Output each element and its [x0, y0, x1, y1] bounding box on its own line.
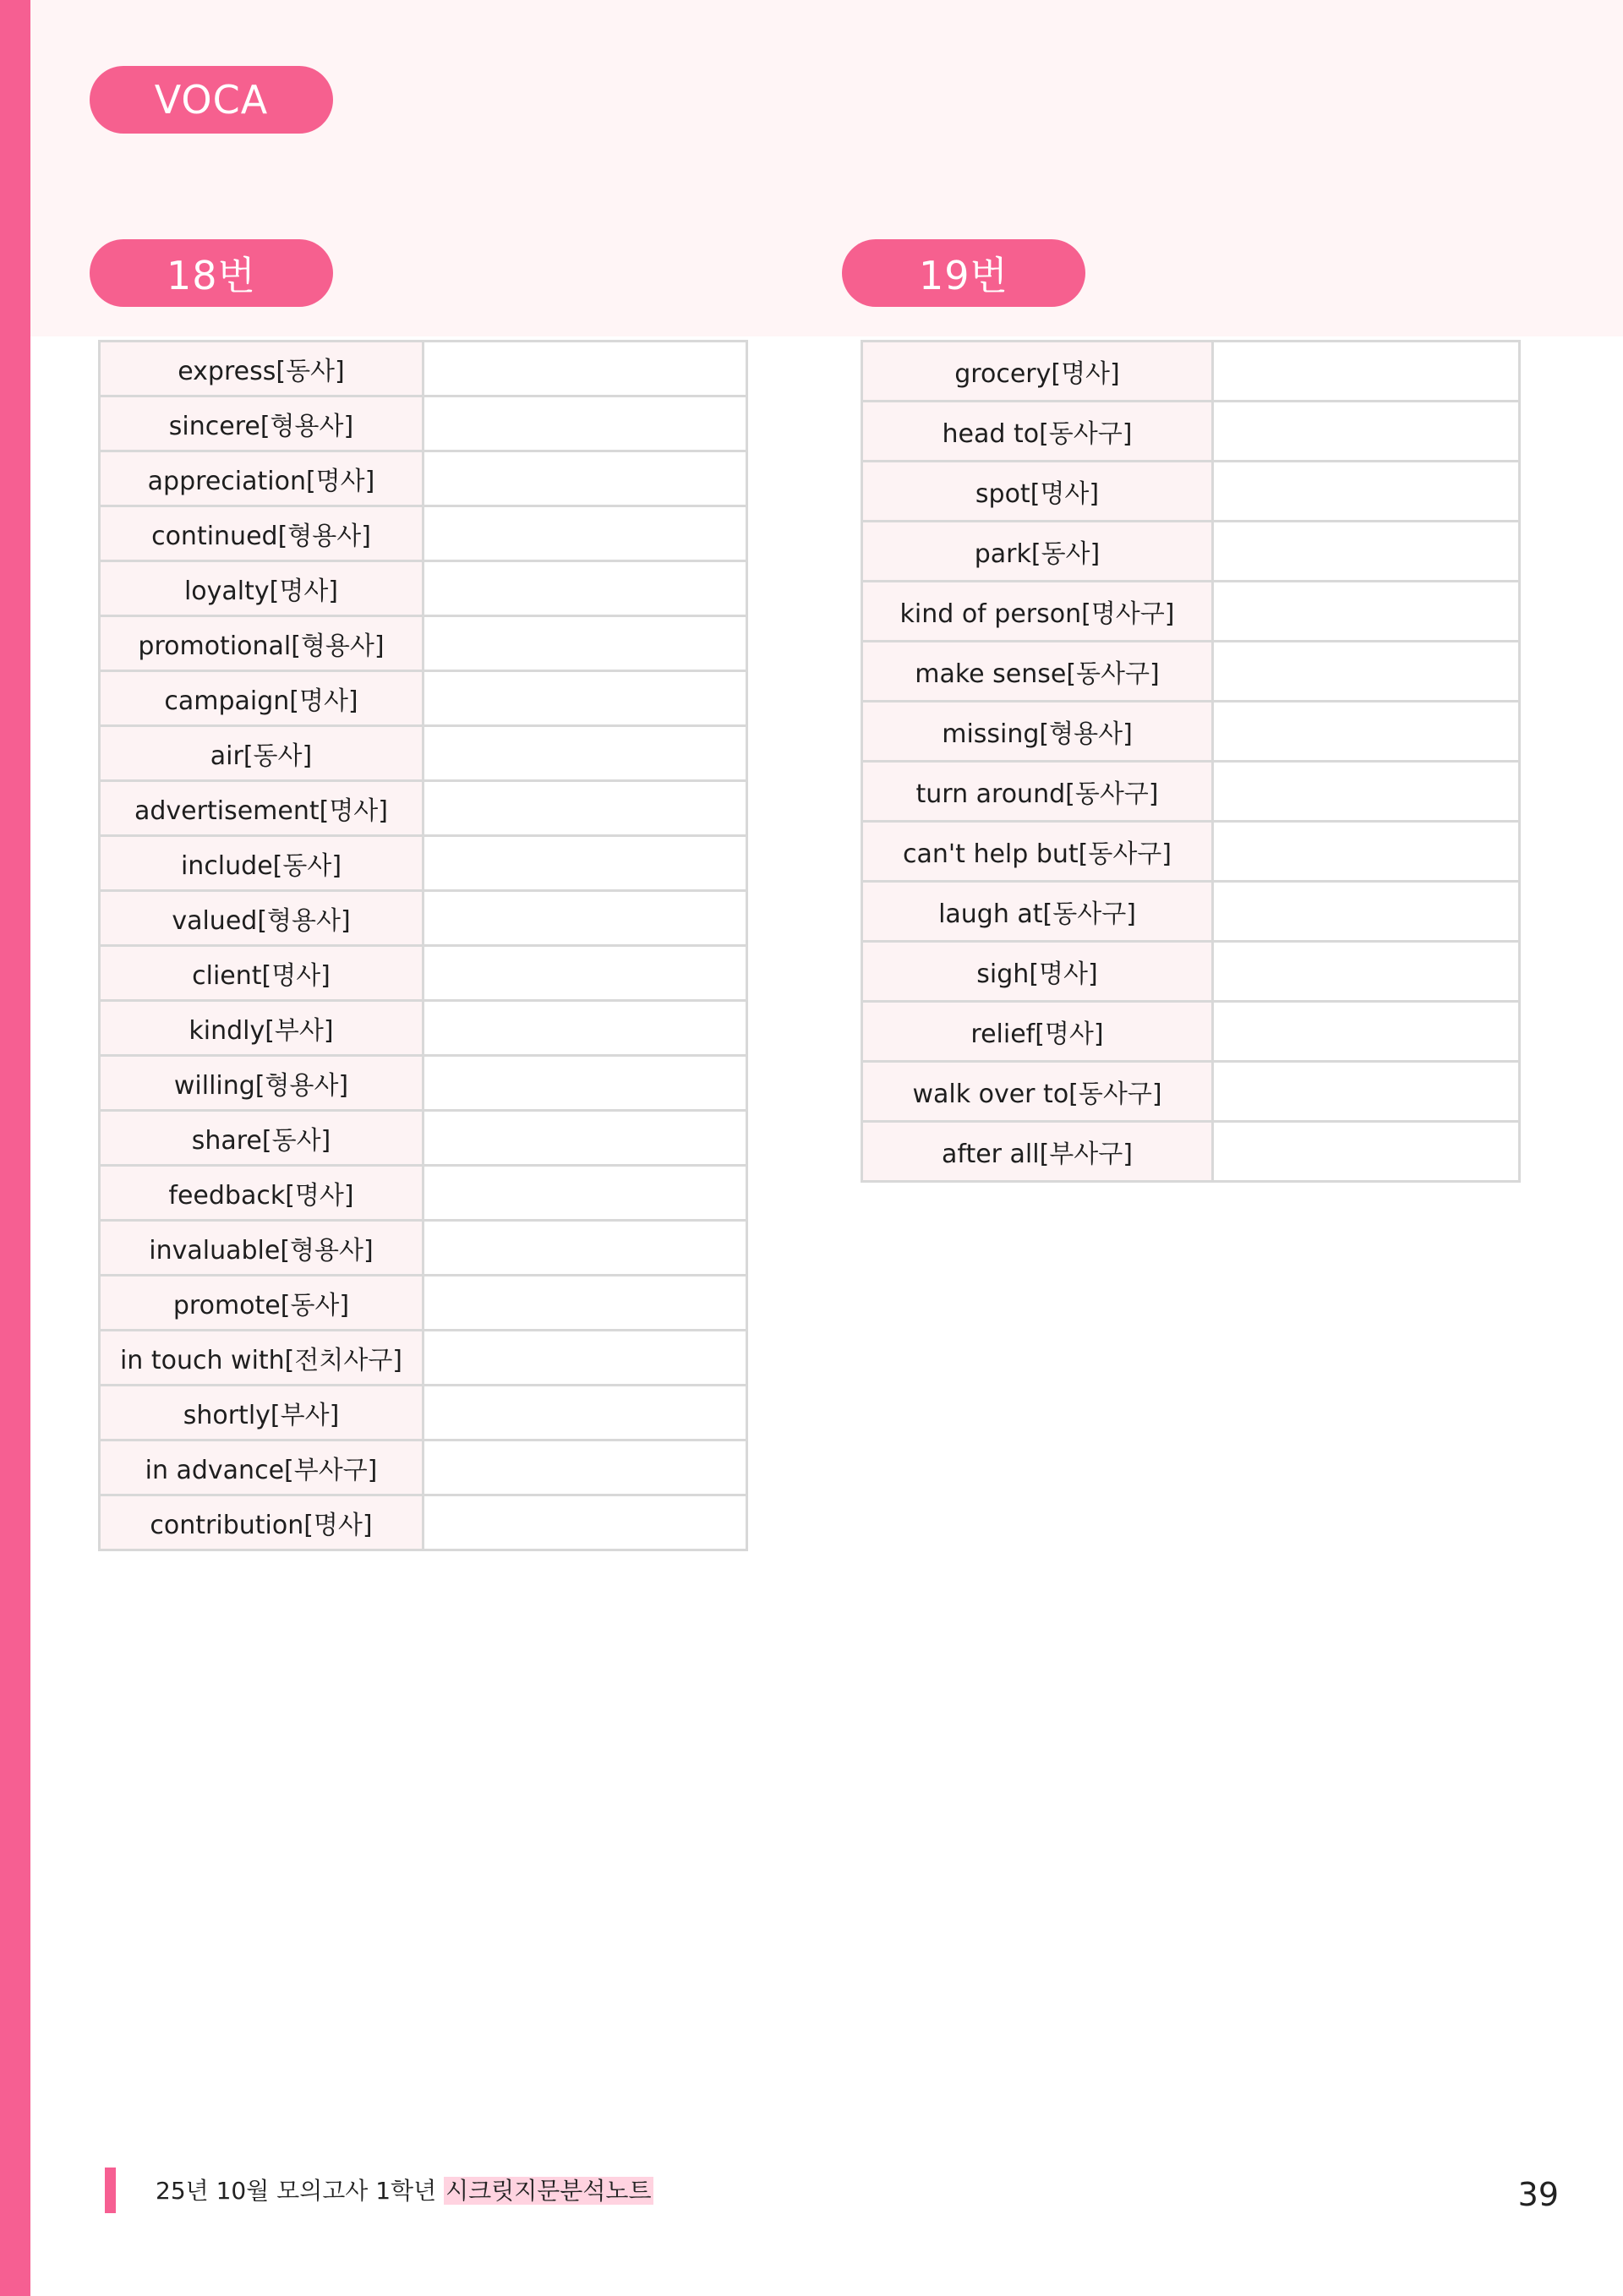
vocab-row — [100, 1440, 747, 1495]
vocab-row — [100, 1331, 747, 1386]
vocab-answer-cell[interactable] — [424, 396, 747, 451]
vocab-answer-cell[interactable] — [1213, 882, 1520, 942]
vocab-answer-cell[interactable] — [424, 946, 747, 1001]
vocab-row — [862, 1122, 1520, 1182]
vocab-row — [100, 1495, 747, 1550]
vocab-word: advertisement[명사] — [100, 781, 424, 836]
vocab-word: sigh[명사] — [862, 942, 1213, 1002]
vocab-word: invaluable[형용사] — [100, 1221, 424, 1276]
vocab-answer-cell[interactable] — [424, 1221, 747, 1276]
footer-text: 25년 10월 모의고사 1학년 — [156, 2177, 445, 2205]
vocab-word: client[명사] — [100, 946, 424, 1001]
vocab-answer-cell[interactable] — [1213, 942, 1520, 1002]
vocab-answer-cell[interactable] — [1213, 822, 1520, 882]
vocab-answer-cell[interactable] — [1213, 462, 1520, 522]
vocab-answer-cell[interactable] — [424, 561, 747, 616]
vocab-word: in advance[부사구] — [100, 1440, 424, 1495]
vocab-answer-cell[interactable] — [424, 506, 747, 561]
vocab-answer-cell[interactable] — [424, 616, 747, 671]
vocab-table-18 — [98, 340, 748, 1551]
vocab-row — [100, 1001, 747, 1056]
voca-badge: VOCA — [90, 66, 333, 134]
vocab-answer-cell[interactable] — [424, 1276, 747, 1331]
vocab-row — [100, 1166, 747, 1221]
vocab-row — [100, 396, 747, 451]
vocab-answer-cell[interactable] — [1213, 1062, 1520, 1122]
vocab-word: valued[형용사] — [100, 891, 424, 946]
vocab-word: missing[형용사] — [862, 702, 1213, 762]
vocab-row — [862, 402, 1520, 462]
vocab-row — [862, 942, 1520, 1002]
vocab-answer-cell[interactable] — [1213, 402, 1520, 462]
vocab-answer-cell[interactable] — [424, 342, 747, 396]
vocab-word: head to[동사구] — [862, 402, 1213, 462]
vocab-word: kind of person[명사구] — [862, 582, 1213, 642]
vocab-answer-cell[interactable] — [1213, 582, 1520, 642]
vocab-answer-cell[interactable] — [1213, 342, 1520, 402]
vocab-answer-cell[interactable] — [424, 1495, 747, 1550]
vocab-row — [100, 1056, 747, 1111]
footer-accent-mark — [105, 2168, 116, 2213]
vocab-row — [100, 1111, 747, 1166]
side-accent-bar — [0, 0, 30, 2296]
vocab-answer-cell[interactable] — [424, 671, 747, 726]
vocab-word: loyalty[명사] — [100, 561, 424, 616]
vocab-word: shortly[부사] — [100, 1386, 424, 1440]
vocab-answer-cell[interactable] — [424, 1001, 747, 1056]
vocab-word: promotional[형용사] — [100, 616, 424, 671]
vocab-row — [100, 506, 747, 561]
vocab-row — [100, 1221, 747, 1276]
vocab-word: appreciation[명사] — [100, 451, 424, 506]
vocab-row — [100, 781, 747, 836]
vocab-answer-cell[interactable] — [424, 891, 747, 946]
vocab-answer-cell[interactable] — [1213, 1002, 1520, 1062]
vocab-row — [862, 882, 1520, 942]
vocab-answer-cell[interactable] — [424, 1331, 747, 1386]
vocab-answer-cell[interactable] — [1213, 762, 1520, 822]
vocab-row — [862, 342, 1520, 402]
vocab-word: kindly[부사] — [100, 1001, 424, 1056]
vocab-answer-cell[interactable] — [424, 1111, 747, 1166]
vocab-word: feedback[명사] — [100, 1166, 424, 1221]
vocab-row — [100, 451, 747, 506]
vocab-word: willing[형용사] — [100, 1056, 424, 1111]
vocab-word: make sense[동사구] — [862, 642, 1213, 702]
vocab-row — [862, 1062, 1520, 1122]
vocab-answer-cell[interactable] — [424, 836, 747, 891]
vocab-word: in touch with[전치사구] — [100, 1331, 424, 1386]
vocab-word: continued[형용사] — [100, 506, 424, 561]
vocab-word: grocery[명사] — [862, 342, 1213, 402]
vocab-word: turn around[동사구] — [862, 762, 1213, 822]
vocab-row — [100, 1276, 747, 1331]
vocab-row — [100, 561, 747, 616]
vocab-row — [100, 1386, 747, 1440]
vocab-answer-cell[interactable] — [424, 451, 747, 506]
vocab-word: sincere[형용사] — [100, 396, 424, 451]
vocab-answer-cell[interactable] — [1213, 642, 1520, 702]
vocab-row — [862, 762, 1520, 822]
vocab-table-19 — [861, 340, 1521, 1183]
vocab-answer-cell[interactable] — [1213, 1122, 1520, 1182]
vocab-word: air[동사] — [100, 726, 424, 781]
vocab-row — [862, 1002, 1520, 1062]
vocab-row — [862, 522, 1520, 582]
vocab-word: can't help but[동사구] — [862, 822, 1213, 882]
vocab-row — [100, 891, 747, 946]
vocab-word: spot[명사] — [862, 462, 1213, 522]
vocab-answer-cell[interactable] — [1213, 522, 1520, 582]
vocab-row — [862, 462, 1520, 522]
vocab-word: share[동사] — [100, 1111, 424, 1166]
vocab-answer-cell[interactable] — [424, 1440, 747, 1495]
footer-caption — [156, 2173, 653, 2206]
vocab-answer-cell[interactable] — [424, 1166, 747, 1221]
vocab-answer-cell[interactable] — [1213, 702, 1520, 762]
vocab-row — [100, 671, 747, 726]
vocab-word: park[동사] — [862, 522, 1213, 582]
vocab-word: include[동사] — [100, 836, 424, 891]
vocab-row — [862, 822, 1520, 882]
vocab-answer-cell[interactable] — [424, 1056, 747, 1111]
vocab-row — [100, 836, 747, 891]
vocab-answer-cell[interactable] — [424, 1386, 747, 1440]
vocab-row — [100, 726, 747, 781]
vocab-row — [100, 616, 747, 671]
vocab-row — [100, 946, 747, 1001]
vocab-answer-cell[interactable] — [424, 726, 747, 781]
vocab-word: after all[부사구] — [862, 1122, 1213, 1182]
vocab-row — [862, 582, 1520, 642]
vocab-word: relief[명사] — [862, 1002, 1213, 1062]
vocab-word: laugh at[동사구] — [862, 882, 1213, 942]
vocab-word: contribution[명사] — [100, 1495, 424, 1550]
vocab-answer-cell[interactable] — [424, 781, 747, 836]
vocab-word: express[동사] — [100, 342, 424, 396]
vocab-row — [862, 702, 1520, 762]
footer-highlight: 시크릿지문분석노트 — [445, 2177, 652, 2205]
vocab-row — [100, 342, 747, 396]
vocab-word: campaign[명사] — [100, 671, 424, 726]
vocab-word: promote[동사] — [100, 1276, 424, 1331]
vocab-row — [862, 642, 1520, 702]
page-number: 39 — [1517, 2176, 1559, 2213]
section-18-badge: 18번 — [90, 239, 333, 307]
vocab-word: walk over to[동사구] — [862, 1062, 1213, 1122]
section-19-badge: 19번 — [842, 239, 1085, 307]
